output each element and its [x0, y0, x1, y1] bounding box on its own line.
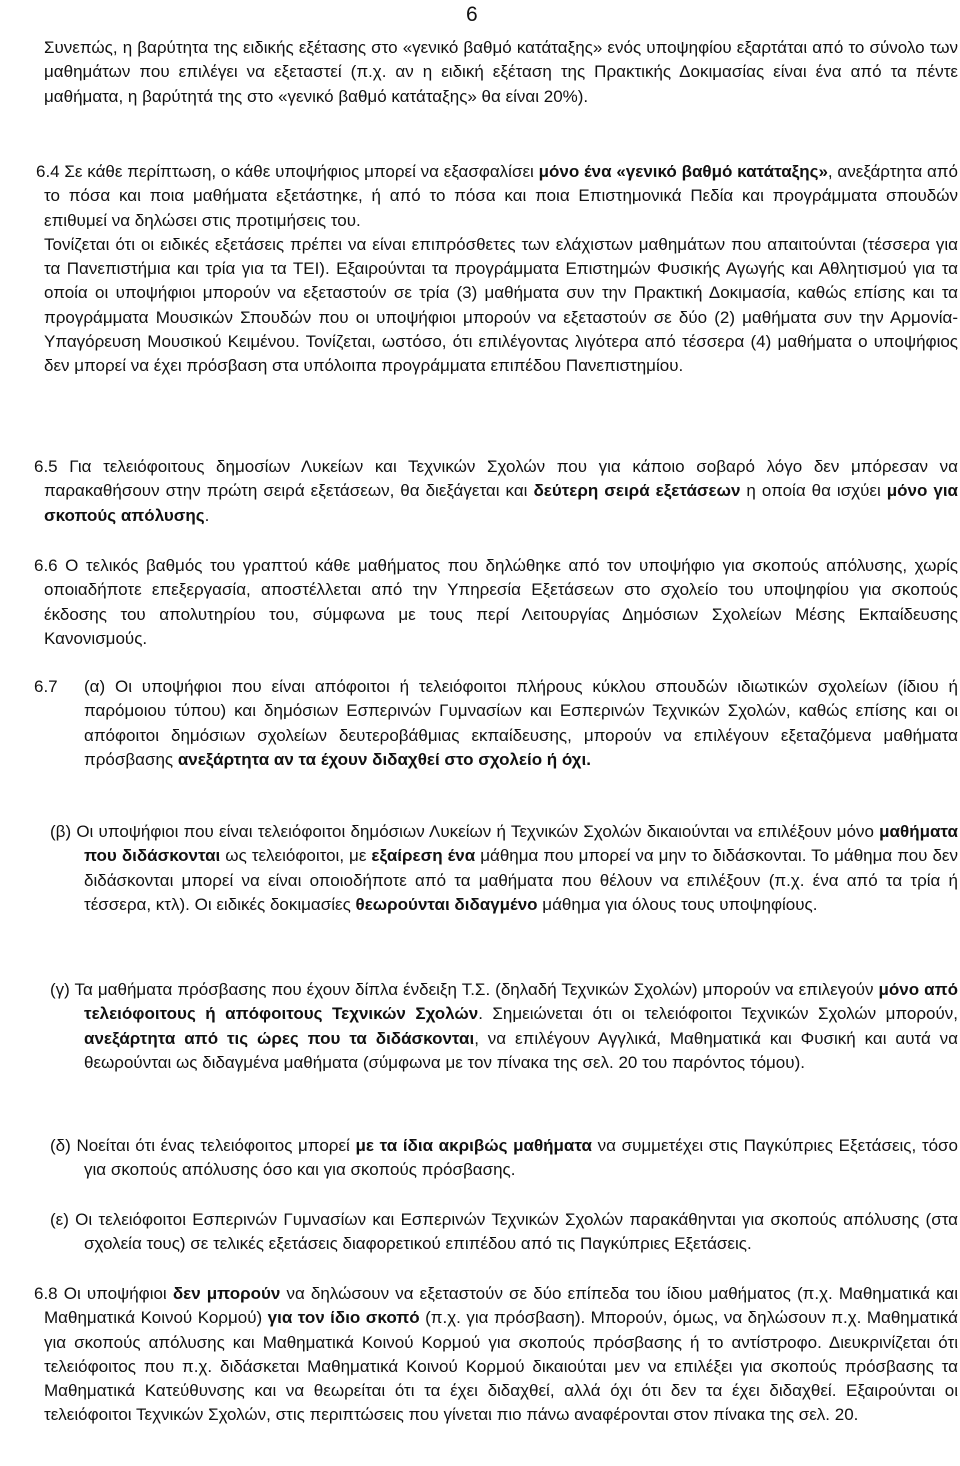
section-6-6-text: [34, 554, 958, 651]
section-6-5: [34, 455, 958, 528]
section-6-4-para-1: [36, 160, 958, 233]
text-run: Ο τελικός βαθμός του γραπτού κάθε μαθήματος που δηλώθηκε από τον υποψήφιο για σκοπούς απόλυσης, χωρίς οποιαδήποτε επεξεργασία, αποστέλλεται από την Υπηρεσία Εξετάσεων στο σχολείο του υποψηφίου για σκοπούς έκδοσης του απολυτηρίου του, σύμφωνα με τους περί Λειτουργίας Δημόσιων Σχολείων Μέσης Εκπαίδευσης Κανονισμούς.: [44, 556, 958, 648]
section-6-8-text: [34, 1282, 958, 1428]
section-number: 6.8: [34, 1284, 58, 1303]
item-label: (γ): [50, 980, 70, 999]
bold-run: με τα ίδια ακριβώς μαθήματα: [355, 1136, 592, 1155]
intro-text: Συνεπώς, η βαρύτητα της ειδικής εξέτασης στο «γενικό βαθμό κατάταξης» ενός υποψηφίου εξαρτάται από το σύνολο των μαθημάτων που επιλέγει να εξεταστεί (π.χ. αν η ειδική εξέταση της Πρακτικής Δοκιμασίας είναι ένα από τα πέντε μαθήματα, η βαρύτητά της στο «γενικό βαθμό κατάταξης» θα είναι 20%).: [44, 38, 958, 106]
text-run: . Σημειώνεται ότι οι τελειόφοιτοι Τεχνικών Σχολών μπορούν,: [478, 1004, 958, 1024]
item-label: (ε): [50, 1210, 69, 1229]
section-6-7-number: [34, 675, 84, 699]
section-number: 6.5: [34, 457, 58, 476]
bold-run: για τον ίδιο σκοπό: [267, 1308, 420, 1328]
text-run: Νοείται ότι ένας τελειόφοιτος μπορεί: [70, 1136, 356, 1155]
text-run: Οι υποψήφιοι: [57, 1284, 173, 1303]
item-label: (α): [84, 677, 106, 696]
text-run: μάθημα που μπορεί να μην το διδάσκονται. Το μάθημα που δεν διδάσκονται μπορεί να είναι οποιοδήποτε από τα μαθήματα που θέλουν να επιλέξουν (π.χ. ένα από τα τρία ή τέσσερα, κτλ). Οι ειδικές δοκιμασίες: [84, 846, 958, 914]
item-label: (δ): [50, 1136, 71, 1155]
section-6-7-b: [50, 820, 958, 917]
section-6-8: [34, 1282, 958, 1428]
bold-run: εξαίρεση ένα: [371, 846, 476, 866]
section-6-7-e: [50, 1208, 958, 1257]
bold-run: δεύτερη σειρά εξετάσεων: [533, 481, 741, 501]
text-run: (π.χ. για πρόσβαση). Μπορούν, όμως, να δηλώσουν π.χ. Μαθηματικά για σκοπούς απόλυσης και Μαθηματικά Κοινού Κορμού για σκοπούς πρόσβασης ή το αντίστροφο. Διευκρινίζεται ότι τελειόφοιτος που π.χ. διδάσκεται Μαθηματικά Κοινού Κορμού δικαιούται μεν να επιλέξει για σκοπούς πρόσβασης τα Μαθηματικά Κατεύθυνσης και να θεωρείται ότι τα έχει διδαχθεί, αλλά όχι ότι δεν τα έχει διδαχθεί. Εξαιρούνται οι τελειόφοιτοι Τεχνικών Σχολών, στις περιπτώσεις που γίνεται πιο πάνω αναφέρονται στον πίνακα της σελ. 20.: [44, 1308, 958, 1425]
text-run: Για τελειόφοιτους δημοσίων Λυκείων και Τεχνικών Σχολών που για κάποιο σοβαρό λόγο δεν μπόρεσαν να παρακαθήσουν στην πρώτη σειρά εξετάσεων, θα διεξάγεται και: [44, 457, 958, 501]
bold-run: μόνο από τελειόφοιτους ή απόφοιτους Τεχνικών Σχολών: [84, 980, 958, 1024]
text-run: Οι τελειόφοιτοι Εσπερινών Γυμνασίων και Εσπερινών Τεχνικών Σχολών παρακάθηνται για σκοπούς απόλυσης (στα σχολεία τους) σε τελικές εξετάσεις διαφορετικού επιπέδου από τις Παγκύπριες Εξετάσεις.: [68, 1210, 958, 1254]
section-number: 6.6: [34, 556, 58, 575]
text-run: , να επιλέγουν Αγγλικά, Μαθηματικά και Φυσική και αυτά να θεωρούνται ως διδαγμένα μαθήματα (σύμφωνα με τον πίνακα της σελ. 20 του παρόντος τόμου).: [84, 1028, 958, 1072]
item-a-text: [84, 675, 958, 772]
page-number: 6: [466, 3, 478, 26]
bold-run: μόνο για σκοπούς απόλυσης: [44, 481, 958, 525]
text-run: μάθημα για όλους τους υποψηφίους.: [537, 894, 818, 914]
text-run: Τα μαθήματα πρόσβασης που έχουν δίπλα ένδειξη Τ.Σ. (δηλαδή Τεχνικών Σχολών) μπορούν να επιλεγούν: [69, 980, 879, 999]
section-6-5-text: [34, 455, 958, 528]
section-6-7-d: [50, 1134, 958, 1183]
bold-run: δεν μπορούν: [172, 1284, 281, 1303]
section-6-7-c: [50, 978, 958, 1075]
text-run: Οι υποψήφιοι που είναι απόφοιτοι ή τελειόφοιτοι πλήρους κύκλου σπουδών ιδιωτικών σχολείων (ίδιου ή παρόμοιου τύπου) και δημόσιων Εσπερινών Γυμνασίων και Εσπερινών Τεχνικών Σχολών, καθώς επίσης και οι απόφοιτοι δημόσιων σχολείων δευτεροβάθμιας εκπαίδευσης, μπορούν να επιλέγουν εξεταζόμενα μαθήματα πρόσβασης: [84, 677, 958, 769]
item-c-text: [50, 978, 958, 1075]
section-number: 6.4: [36, 162, 60, 181]
text-run: ως τελειόφοιτοι, με: [220, 846, 372, 866]
text-run: Οι υποψήφιοι που είναι τελειόφοιτοι δημόσιων Λυκείων ή Τεχνικών Σχολών δικαιούνται να επιλέξουν μόνο: [71, 822, 880, 841]
item-label: (β): [50, 822, 72, 841]
text-run: .: [204, 505, 210, 525]
item-d-text: [50, 1134, 958, 1183]
bold-run: ανεξάρτητα από τις ώρες που τα διδάσκονται: [84, 1028, 475, 1048]
bold-run: ανεξάρτητα αν τα έχουν διδαχθεί στο σχολείο ή όχι.: [177, 749, 591, 769]
intro-paragraph: [44, 36, 958, 109]
item-e-text: [50, 1208, 958, 1257]
section-6-6: [34, 554, 958, 651]
section-number: 6.7: [34, 677, 58, 696]
bold-run: μόνο ένα «γενικό βαθμό κατάταξης»: [538, 162, 828, 181]
section-6-4: [36, 160, 958, 379]
text-run: να δηλώσουν να εξεταστούν σε δύο επίπεδα του ίδιου μαθήματος (π.χ. Μαθηματικά και Μαθηματικά Κοινού Κορμού): [44, 1284, 958, 1328]
section-6-4-para-2: Τονίζεται ότι οι ειδικές εξετάσεις πρέπει να είναι επιπρόσθετες των ελάχιστων μαθημάτων που απαιτούνται (τέσσερα για τα Πανεπιστήμια και τρία για τα ΤΕΙ). Εξαιρούνται τα προγράμματα Επιστημών Φυσικής Αγωγής και Αθλητισμού για τα οποία οι υποψήφιοι μπορούν να εξεταστούν σε τρία (3) μαθήματα συν την Πρακτική Δοκιμασία, καθώς επίσης και τα προγράμματα Μουσικών Σπουδών που οι υποψήφιοι μπορούν να εξεταστούν σε δύο (2) μαθήματα συν την Αρμονία-Υπαγόρευση Μουσικού Κειμένου. Τονίζεται, ωστόσο, ότι επιλέγοντας λιγότερα από τέσσερα (4) μαθήματα ο υποψήφιος δεν μπορεί να έχει πρόσβαση στα υπόλοιπα προγράμματα επιπέδου Πανεπιστημίου.: [44, 234, 958, 376]
text-run: η οποία θα ισχύει: [740, 481, 887, 501]
bold-run: μαθήματα που διδάσκονται: [84, 822, 958, 866]
text-run: Σε κάθε περίπτωση, ο κάθε υποψήφιος μπορεί να εξασφαλίσει: [59, 162, 539, 181]
text-run: , ανεξάρτητα από το πόσα και ποια μαθήματα εξετάστηκε, ή από το πόσα και ποια Επιστημονικά Πεδία και προγράμματα σπουδών επιθυμεί να δηλώσει στις προτιμήσεις του.: [44, 162, 958, 230]
item-b-text: [50, 820, 958, 917]
text-run: να συμμετέχει στις Παγκύπριες Εξετάσεις, τόσο για σκοπούς απόλυσης όσο και για σκοπούς πρόσβασης.: [84, 1136, 958, 1180]
section-6-7-a: [84, 675, 958, 772]
bold-run: θεωρούνται διδαγμένο: [355, 894, 538, 914]
